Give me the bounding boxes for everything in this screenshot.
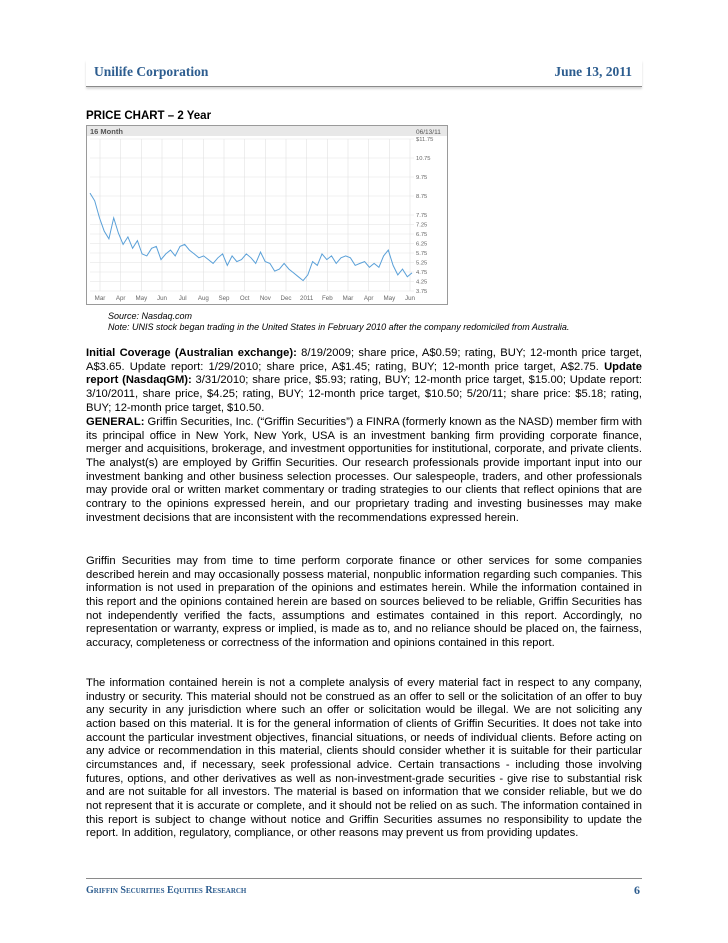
- x-tick-label: Mar: [342, 295, 354, 302]
- y-tick-label: 10.75: [416, 156, 431, 162]
- y-tick-label: 7.75: [416, 213, 428, 219]
- x-tick-label: Jun: [157, 295, 167, 302]
- chart-date-label: 06/13/11: [416, 129, 441, 136]
- x-tick-label: Feb: [321, 295, 333, 302]
- chart-title-bar: [87, 126, 447, 136]
- y-tick-label: 7.25: [416, 222, 428, 229]
- header-company: Unilife Corporation: [94, 64, 209, 79]
- general-paragraph: [86, 416, 642, 525]
- y-tick-label: 5.25: [416, 260, 428, 267]
- x-tick-label: Mar: [94, 295, 106, 302]
- x-tick-label: Jun: [405, 295, 415, 302]
- footer-firm: Griffin Securities Equities Research: [86, 885, 247, 896]
- x-tick-label: Apr: [363, 295, 374, 302]
- y-tick-label: 5.75: [416, 251, 428, 257]
- y-tick-label: 6.75: [416, 232, 428, 238]
- header-date: June 13, 2011: [554, 64, 632, 79]
- update-report-text: 3/31/2010; share price, $5.93; rating, BUY; 12-month price target, $15.00; Update report: 3/10/2011, share price, $4.25; rating, BUY; 12-month price target, $10.50; 5/20/11; share price: $5.18; rating, BUY; 12-month price target, $10.50.: [86, 374, 642, 414]
- update-report-label: Update report (NasdaqGM):: [86, 360, 642, 387]
- x-tick-label: 2011: [300, 295, 314, 302]
- y-tick-label: 3.75: [416, 289, 428, 295]
- x-tick-label: Dec: [280, 295, 292, 302]
- initial-coverage-label: Initial Coverage (Australian exchange):: [86, 347, 297, 359]
- x-tick-label: Sep: [218, 295, 230, 302]
- coverage-paragraph: [86, 347, 642, 415]
- y-tick-label: 4.75: [416, 270, 428, 276]
- x-tick-label: Nov: [259, 295, 271, 302]
- y-tick-label: 9.75: [416, 175, 428, 181]
- disclaimer-paragraph-3: The information contained herein is not a complete analysis of every material fact in respect to any company, industry or security. This material should not be construed as an offer to sell or the solicitation of an offer to buy any security in any jurisdiction where such an offer or solicitation would be illegal. We are not soliciting any action based on this material. It is for the general information of clients of Griffin Securities. It does not take into account the particular investment objectives, financial situations, or needs of individual clients. Before acting on any advice or recommendation in this material, clients should consider whether it is suitable for their particular circumstances and, if necessary, seek professional advice. Certain transactions - including those involving futures, options, and other derivatives as well as non-investment-grade securities - give rise to substantial risk and are not suitable for all investors. The material is based on information that we consider reliable, but we do not represent that it is accurate or complete, and it should not be relied on as such. The information contained in this report is subject to change without notice and Griffin Securities assumes no responsibility to update the report. In addition, regulatory, compliance, or other reasons may prevent us from providing updates.: [86, 677, 642, 840]
- y-tick-label: $11.75: [416, 137, 434, 143]
- initial-coverage-text: 8/19/2009; share price, A$0.59; rating, BUY; 12-month price target, A$3.65. Update report: 1/29/2010; share price, A$1.45; rating, BUY; 12-month price target, A$2.75.: [86, 347, 642, 373]
- general-text: Griffin Securities, Inc. (“Griffin Securities”) a FINRA (formerly known as the NASD) member firm with its principal office in New York, New York, USA is an investment banking firm providing corporate finance, merger and acquisitions, brokerage, and investment opportunities for institutional, corporate, and private clients. The analyst(s) are employed by Griffin Securities. Our research professionals provide important input into our investment banking and other business selection processes. Our salespeople, traders, and other professionals may provide oral or written market commentary or trading strategies to our clients that reflect opinions that are contrary to the opinions expressed herein, and our proprietary trading and investing businesses may make investment decisions that are inconsistent with the recommendations expressed herein.: [86, 416, 642, 524]
- page-number: 6: [634, 883, 640, 897]
- price-chart: [86, 125, 448, 305]
- chart-section-title: PRICE CHART – 2 Year: [86, 110, 212, 122]
- x-tick-label: Aug: [197, 295, 209, 302]
- price-chart-svg: [86, 125, 448, 305]
- general-label: GENERAL:: [86, 416, 145, 428]
- x-tick-label: May: [383, 295, 396, 302]
- y-tick-label: 6.25: [416, 241, 428, 248]
- x-tick-label: Jul: [178, 295, 187, 302]
- x-tick-label: May: [135, 295, 148, 302]
- page-header: [86, 60, 642, 87]
- y-tick-label: 4.25: [416, 279, 428, 286]
- x-tick-label: Oct: [239, 295, 250, 302]
- chart-title: 16 Month: [90, 127, 123, 136]
- y-tick-label: 8.75: [416, 194, 428, 200]
- page-footer: [86, 878, 642, 899]
- disclaimer-paragraph-2: Griffin Securities may from time to time perform corporate finance or other services for some companies described herein and may occasionally possess material, nonpublic information regarding such companies. This information is not used in preparation of the opinions and estimates herein. While the information contained in this report and the opinions contained herein are based on sources believed to be reliable, Griffin Securities has not independently verified the facts, assumptions and estimates contained in this report. Accordingly, no representation or warranty, express or implied, is made as to, and no reliance should be placed on, the fairness, accuracy, completeness or correctness of the information and opinions contained in this report.: [86, 555, 642, 649]
- source-note: Source: Nasdaq.com: [108, 311, 193, 321]
- x-tick-label: Apr: [115, 295, 126, 302]
- stock-note: Note: UNIS stock began trading in the United States in February 2010 after the company redomiciled from Australia.: [108, 322, 570, 332]
